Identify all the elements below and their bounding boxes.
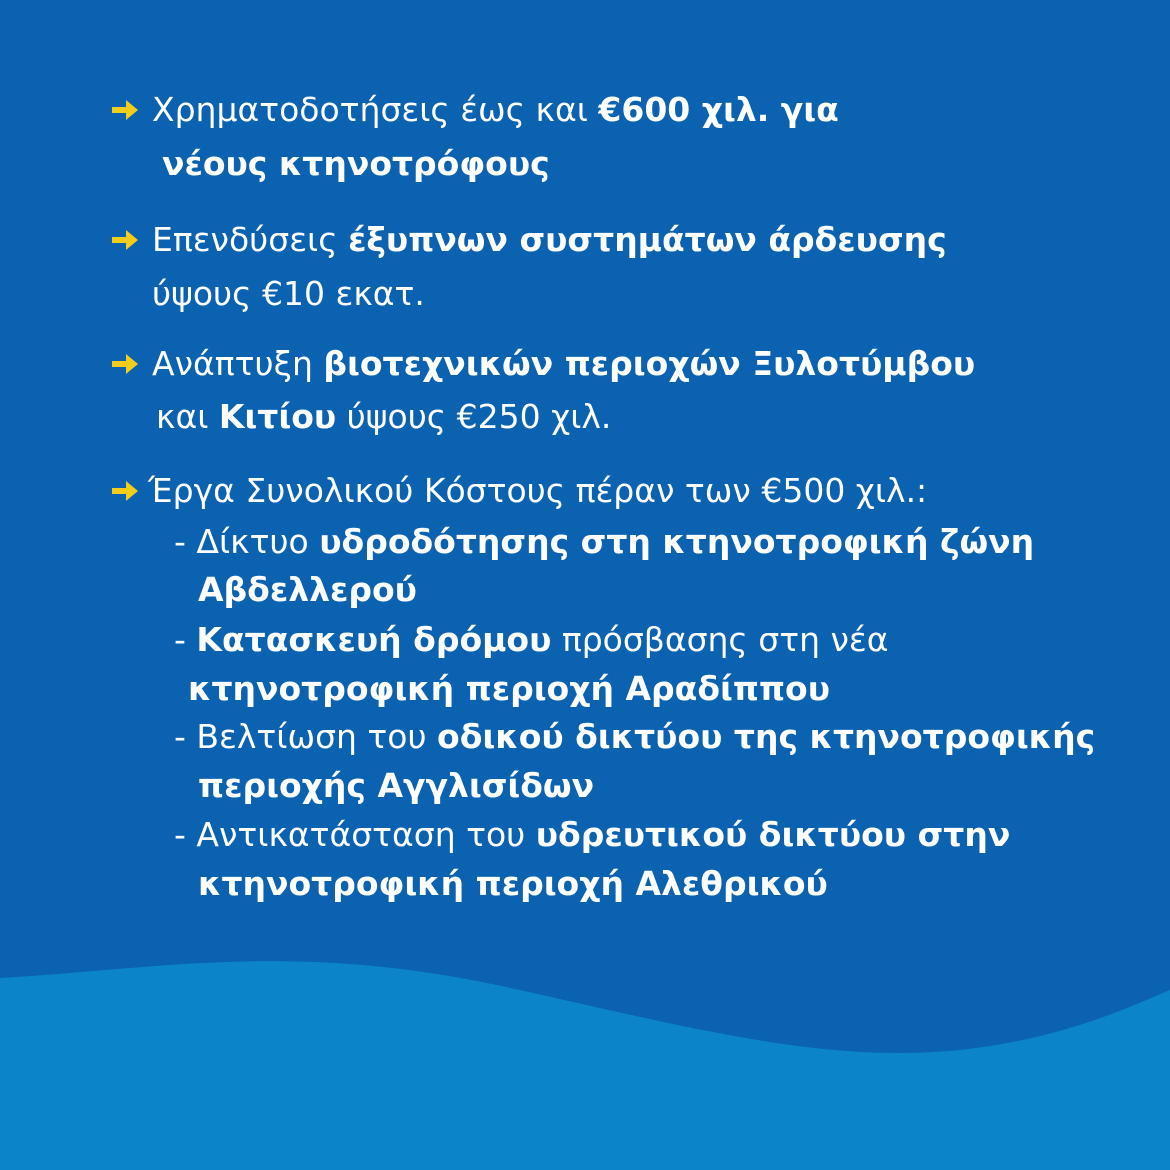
sub-item-1-line-2: Αβδελλερού <box>198 570 417 609</box>
bullet-1-line-1: Χρηματοδοτήσεις έως και €600 χιλ. για <box>152 90 839 129</box>
sub-item-4-line-1: - Αντικατάσταση του υδρευτικού δικτύου στην <box>174 815 1011 854</box>
sub-item-4-line-2: κτηνοτροφική περιοχή Αλεθρικού <box>198 864 828 903</box>
bullet-4-line-1: Έργα Συνολικού Κόστους πέραν των €500 χιλ.: <box>148 471 928 510</box>
sub-item-2-line-2: κτηνοτροφική περιοχή Αραδίππου <box>188 669 831 708</box>
bullet-3-line-2: και Κιτίου ύψους €250 χιλ. <box>156 397 612 436</box>
arrow-right-icon <box>110 478 140 504</box>
arrow-right-icon <box>110 351 140 377</box>
arrow-right-icon <box>110 97 140 123</box>
bullet-3-line-1: Ανάπτυξη βιοτεχνικών περιοχών Ξυλοτύμβου <box>152 344 976 383</box>
sub-item-1-line-1: - Δίκτυο υδροδότησης στη κτηνοτροφική ζώνη <box>174 522 1035 561</box>
bullet-2-line-1: Επενδύσεις έξυπνων συστημάτων άρδευσης <box>152 220 947 259</box>
bullet-1-line-2: νέους κτηνοτρόφους <box>162 144 550 183</box>
sub-item-3-line-2: περιοχής Αγγλισίδων <box>198 766 595 805</box>
sub-item-2-line-1: - Κατασκευή δρόμου πρόσβασης στη νέα <box>174 620 889 659</box>
bullet-2-line-2: ύψους €10 εκατ. <box>152 274 425 313</box>
sub-item-3-line-1: - Βελτίωση του οδικού δικτύου της κτηνοτροφικής <box>174 717 1096 756</box>
arrow-right-icon <box>110 227 140 253</box>
